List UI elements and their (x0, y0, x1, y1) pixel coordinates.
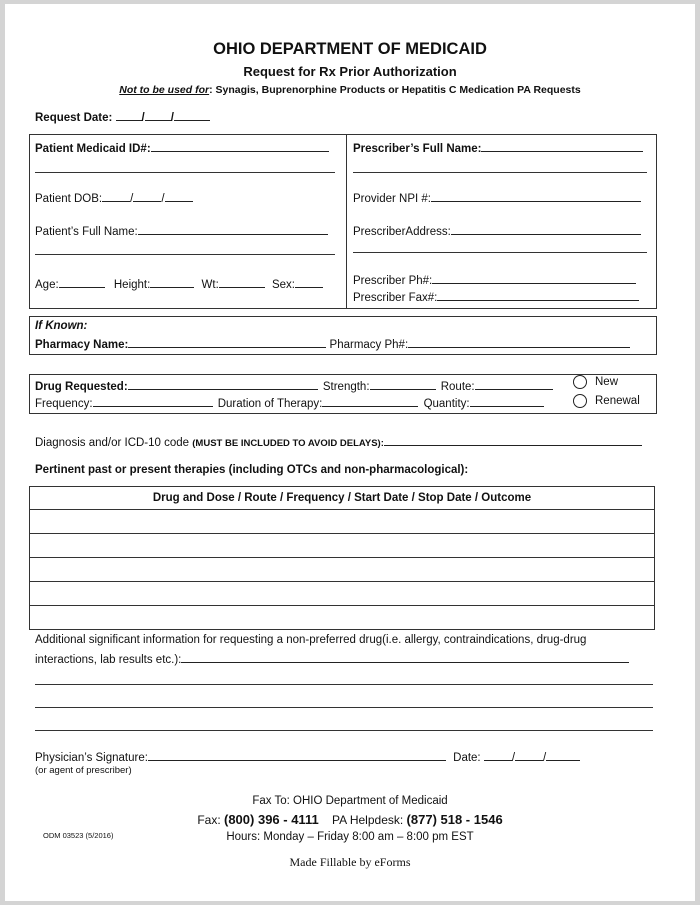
request-date-month[interactable] (116, 109, 142, 121)
signature-date-year[interactable] (546, 749, 580, 761)
sex-label: Sex: (271, 279, 295, 291)
therapy-row[interactable] (30, 534, 655, 558)
patient-medicaid-id-label: Patient Medicaid ID#: (35, 143, 151, 155)
dob-day[interactable] (133, 190, 161, 202)
drug-row-2 (35, 395, 544, 410)
signature-date-month[interactable] (484, 749, 512, 761)
additional-line[interactable] (35, 684, 653, 685)
additional-line-1: Additional significant information for requesting a non-preferred drug(i.e. allergy, contraindications, drug-drug (35, 634, 587, 646)
pharmacy-phone-field[interactable] (408, 336, 630, 348)
renewal-option[interactable] (573, 394, 640, 408)
prescriber-phone-field[interactable] (432, 272, 636, 284)
renewal-radio[interactable] (573, 394, 587, 408)
prescriber-name-field[interactable] (481, 140, 643, 152)
patient-name-extra-line[interactable] (35, 254, 335, 255)
new-label: New (595, 376, 619, 389)
therapy-row[interactable] (30, 558, 655, 582)
not-used-text: : Synagis, Buprenorphine Products or Hepatitis C Medication PA Requests (209, 84, 581, 96)
new-option[interactable] (573, 375, 618, 389)
additional-line-2-row (35, 651, 629, 666)
pharmacy-name-label: Pharmacy Name: (35, 339, 129, 351)
prescriber-address-field[interactable] (451, 223, 641, 235)
additional-line[interactable] (35, 730, 653, 731)
pharmacy-row (35, 336, 630, 351)
prescriber-name-row (353, 140, 643, 155)
prescriber-name-label: Prescriber’s Full Name: (353, 143, 482, 155)
prescriber-address-label: PrescriberAddress: (353, 226, 451, 238)
drug-requested-label: Drug Requested: (35, 381, 128, 393)
pharmacy-name-field[interactable] (128, 336, 326, 348)
patient-name-row (35, 223, 328, 238)
pharmacy-phone-label: Pharmacy Ph#: (329, 339, 409, 351)
request-date-year[interactable] (174, 109, 210, 121)
quantity-label: Quantity: (423, 398, 470, 410)
provider-npi-field[interactable] (431, 190, 641, 202)
signature-field[interactable] (148, 749, 446, 761)
therapy-row[interactable] (30, 582, 655, 606)
request-date-day[interactable] (145, 109, 171, 121)
diagnosis-row (35, 434, 642, 449)
if-known-label: If Known: (35, 320, 88, 332)
not-used-notice (5, 84, 695, 96)
drug-row-1 (35, 378, 553, 393)
prescriber-address-extra-line[interactable] (353, 252, 647, 253)
patient-name-field[interactable] (138, 223, 328, 235)
box-divider (346, 135, 347, 308)
form-id: ODM 03523 (5/2016) (43, 831, 114, 840)
hours: Hours: Monday – Friday 8:00 am – 8:00 pm EST (226, 831, 474, 843)
wt-label: Wt: (201, 279, 219, 291)
additional-field[interactable] (181, 651, 629, 663)
form-page (5, 4, 695, 901)
sex-field[interactable] (295, 276, 323, 288)
age-label: Age: (35, 279, 59, 291)
dob-month[interactable] (102, 190, 130, 202)
new-radio[interactable] (573, 375, 587, 389)
fax-row (5, 812, 695, 827)
signature-date-label: Date: (453, 752, 481, 764)
additional-line[interactable] (35, 707, 653, 708)
therapies-table (29, 486, 655, 630)
prescriber-name-extra-line[interactable] (353, 172, 647, 173)
helpdesk-label: PA Helpdesk: (332, 813, 404, 827)
additional-line-2: interactions, lab results etc.): (35, 654, 182, 666)
prescriber-address-row (353, 223, 641, 238)
fax-number: (800) 396 - 4111 (224, 812, 319, 827)
request-date-row (35, 109, 210, 124)
patient-medicaid-id-row (35, 140, 329, 155)
made-fillable: Made Fillable by eForms (289, 855, 411, 869)
prescriber-phone-label: Prescriber Ph#: (353, 275, 433, 287)
date-sep: / (141, 112, 145, 124)
therapies-heading: Pertinent past or present therapies (including OTCs and non-pharmacological): (35, 464, 469, 476)
date-sep: / (161, 193, 165, 205)
fax-label: Fax: (197, 813, 221, 827)
dob-year[interactable] (165, 190, 193, 202)
date-sep: / (130, 193, 134, 205)
duration-field[interactable] (322, 395, 418, 407)
form-title: OHIO DEPARTMENT OF MEDICAID (213, 40, 487, 58)
date-sep: / (511, 752, 516, 764)
request-date-label: Request Date: (35, 112, 113, 124)
wt-field[interactable] (219, 276, 265, 288)
patient-name-label: Patient’s Full Name: (35, 226, 138, 238)
helpdesk-number: (877) 518 - 1546 (406, 812, 503, 827)
form-subtitle: Request for Rx Prior Authorization (243, 64, 457, 79)
not-used-label: Not to be used for (119, 84, 210, 96)
renewal-label: Renewal (595, 395, 640, 408)
agent-note: (or agent of prescriber) (35, 765, 132, 776)
patient-dob-row (35, 190, 193, 205)
prescriber-phone-row (353, 272, 636, 287)
quantity-field[interactable] (470, 395, 544, 407)
duration-label: Duration of Therapy: (217, 398, 323, 410)
route-field[interactable] (475, 378, 553, 390)
diagnosis-note: (MUST BE INCLUDED TO AVOID DELAYS): (192, 438, 384, 449)
frequency-field[interactable] (93, 395, 213, 407)
height-field[interactable] (150, 276, 194, 288)
patient-id-extra-line[interactable] (35, 172, 335, 173)
therapies-table-header: Drug and Dose / Route / Frequency / Start Date / Stop Date / Outcome (30, 487, 655, 510)
frequency-label: Frequency: (35, 398, 93, 410)
height-label: Height: (113, 279, 151, 291)
fax-to: Fax To: OHIO Department of Medicaid (252, 795, 448, 807)
diagnosis-field[interactable] (384, 434, 642, 446)
prescriber-fax-field[interactable] (437, 289, 639, 301)
signature-date-day[interactable] (515, 749, 543, 761)
therapy-row[interactable] (30, 510, 655, 534)
date-sep: / (170, 112, 174, 124)
prescriber-fax-row (353, 289, 639, 304)
provider-npi-label: Provider NPI #: (353, 193, 431, 205)
age-field[interactable] (59, 276, 105, 288)
strength-label: Strength: (322, 381, 370, 393)
strength-field[interactable] (370, 378, 436, 390)
drug-requested-field[interactable] (128, 378, 318, 390)
patient-vitals-row (35, 276, 323, 291)
prescriber-fax-label: Prescriber Fax#: (353, 292, 438, 304)
provider-npi-row (353, 190, 641, 205)
patient-dob-label: Patient DOB: (35, 193, 103, 205)
date-sep: / (543, 752, 547, 764)
signature-row (35, 749, 580, 764)
signature-label: Physician’s Signature: (35, 752, 148, 764)
patient-medicaid-id-field[interactable] (151, 140, 329, 152)
therapy-row[interactable] (30, 606, 655, 630)
diagnosis-label: Diagnosis and/or ICD-10 code (35, 437, 190, 449)
route-label: Route: (440, 381, 475, 393)
